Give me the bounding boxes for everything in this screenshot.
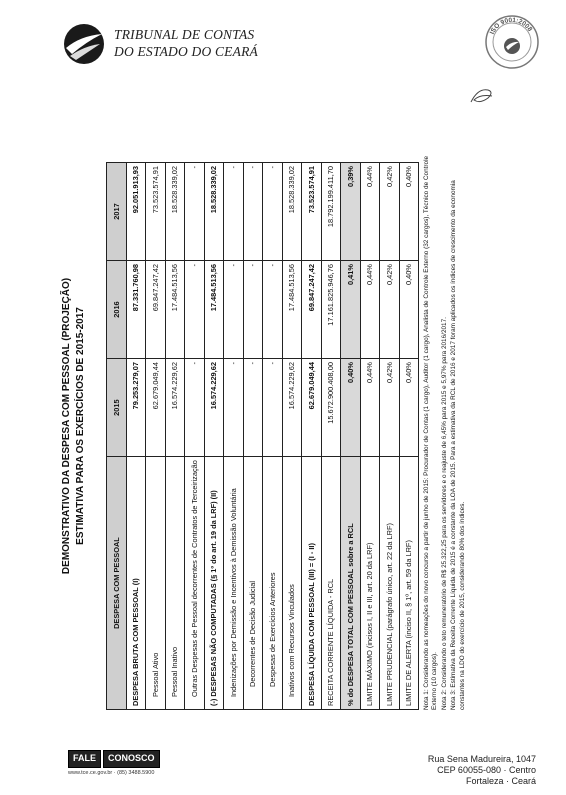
row-label: Indenizações por Demissão e Incentivos à Demissão Voluntária — [224, 457, 244, 710]
row-value-2017: 92.051.913,93 — [126, 163, 146, 261]
row-value-2017: 0,42% — [380, 163, 400, 261]
row-value-2015: 0,42% — [380, 359, 400, 457]
conosco-label: CONOSCO — [103, 750, 160, 768]
table-row — [126, 163, 146, 710]
row-value-2016: 0,40% — [399, 261, 419, 359]
table-row — [243, 163, 263, 710]
handwritten-mark-icon — [468, 84, 496, 108]
table-row — [302, 163, 322, 710]
table-row — [380, 163, 400, 710]
table-row — [341, 163, 361, 710]
row-value-2015: 15.672.900.408,00 — [321, 359, 341, 457]
table-row — [224, 163, 244, 710]
row-label: LIMITE PRUDENCIAL (parágrafo único, art. 22 da LRF) — [380, 457, 400, 710]
row-label: Outras Despesas de Pessoal decorrentes de Contratos de Terceirização — [185, 457, 205, 710]
note-1: Nota 1: Considerando as nomeações do novo concurso a partir de junho de 2015: Procurador de Contas (1 cargo), Auditor (1 cargo), Analista de Controle Externo (32 cargos), Técnico de Controle Externo (10 cargos). — [423, 155, 439, 710]
row-label: % do DESPESA TOTAL COM PESSOAL sobre a RCL — [341, 457, 361, 710]
row-value-2016: 0,41% — [341, 261, 361, 359]
document-title: DEMONSTRATIVO DA DESPESA COM PESSOAL (PROJEÇÃO) — [61, 277, 72, 575]
table-row — [204, 163, 224, 710]
row-value-2017: - — [263, 163, 283, 261]
row-value-2015: - — [224, 359, 244, 457]
address-line-2: CEP 60055-080 · Centro — [437, 765, 536, 775]
row-value-2017: - — [185, 163, 205, 261]
row-value-2016: - — [243, 261, 263, 359]
row-value-2016: - — [263, 261, 283, 359]
table-row — [360, 163, 380, 710]
row-value-2016: 17.484.513,56 — [204, 261, 224, 359]
row-value-2017: 73.523.574,91 — [146, 163, 166, 261]
address-line-1: Rua Sena Madureira, 1047 — [427, 754, 536, 764]
rotated-document-content — [60, 110, 525, 742]
row-value-2015: - — [185, 359, 205, 457]
row-value-2017: 0,44% — [360, 163, 380, 261]
row-value-2015: - — [263, 359, 283, 457]
row-value-2016: - — [185, 261, 205, 359]
row-value-2015: 79.253.279,07 — [126, 359, 146, 457]
row-value-2015: 16.574.229,62 — [282, 359, 302, 457]
row-value-2016: 0,42% — [380, 261, 400, 359]
fale-conosco-banner[interactable] — [68, 750, 190, 768]
document-subtitle: ESTIMATIVA PARA OS EXERCÍCIOS DE 2015-2017 — [75, 307, 86, 545]
row-value-2017: 73.523.574,91 — [302, 163, 322, 261]
iso-label: ISO 9001:2008 — [488, 16, 534, 36]
row-label: DESPESA LÍQUIDA COM PESSOAL (III) = (I - II) — [302, 457, 322, 710]
table-row — [165, 163, 185, 710]
table-header-row — [107, 163, 127, 710]
table-notes — [423, 150, 467, 710]
note-2: Nota 2: Considerando o teto remuneratório de R$ 25.322,25 para os servidores e o reajuste de 6,45% para 2015 e 5,97% para 2016/2017. — [440, 317, 448, 710]
row-label: Pessoal Inativo — [165, 457, 185, 710]
row-label: Inativos com Recursos Vinculados — [282, 457, 302, 710]
row-value-2016: 87.331.760,98 — [126, 261, 146, 359]
table-row — [321, 163, 341, 710]
row-value-2017: - — [243, 163, 263, 261]
row-label: (-) DESPESAS NÃO COMPUTADAS (§ 1º do art. 19 da LRF) (II) — [204, 457, 224, 710]
row-value-2017: 18.528.339,02 — [165, 163, 185, 261]
row-label: Pessoal Ativo — [146, 457, 166, 710]
address-line-3: Fortaleza · Ceará — [465, 776, 536, 786]
header-year-2017: 2017 — [107, 163, 127, 261]
personnel-expense-table — [106, 162, 419, 710]
row-value-2015: 0,44% — [360, 359, 380, 457]
contact-line: www.tce.ce.gov.br · (85) 3488.5900 — [68, 770, 155, 776]
row-label: LIMITE DE ALERTA (inciso II, § 1º, art. 59 da LRF) — [399, 457, 419, 710]
table-row — [282, 163, 302, 710]
table-row — [185, 163, 205, 710]
row-value-2015: 0,40% — [341, 359, 361, 457]
row-value-2016: - — [224, 261, 244, 359]
row-value-2015: 16.574.229,62 — [165, 359, 185, 457]
note-3: Nota 3: Estimativa da Receita Corrente Líquida de 2015 é a constante da LOA de 2015. Para a estimativa da RCL de 2016 e 2017 foram aplicados os índices de crescimento da economia constantes na LDO do exercício de 2015, considerando 80% dos índices. — [450, 180, 466, 710]
header-year-2016: 2016 — [107, 261, 127, 359]
table-row — [146, 163, 166, 710]
row-value-2017: - — [224, 163, 244, 261]
row-label: LIMITE MÁXIMO (incisos I, II e III, art. 20 da LRF) — [360, 457, 380, 710]
org-line-1: TRIBUNAL DE CONTAS — [114, 27, 255, 42]
footer-address — [428, 754, 536, 787]
row-value-2017: 18.528.339,02 — [282, 163, 302, 261]
table-row — [399, 163, 419, 710]
row-value-2017: 0,40% — [399, 163, 419, 261]
header-year-2015: 2015 — [107, 359, 127, 457]
row-label: DESPESA BRUTA COM PESSOAL (I) — [126, 457, 146, 710]
row-value-2017: 18.792.199.411,70 — [321, 163, 341, 261]
organization-name — [114, 26, 258, 60]
row-value-2015: 62.679.049,44 — [302, 359, 322, 457]
row-label: RECEITA CORRENTE LÍQUIDA - RCL — [321, 457, 341, 710]
row-value-2016: 69.847.247,42 — [146, 261, 166, 359]
iso-certification-seal — [484, 14, 540, 70]
row-value-2016: 17.161.825.946,76 — [321, 261, 341, 359]
row-label: Despesas de Exercícios Anteriores — [263, 457, 283, 710]
header-description: DESPESA COM PESSOAL — [107, 457, 127, 710]
row-value-2015: - — [243, 359, 263, 457]
tce-logo-icon — [62, 22, 106, 66]
row-value-2015: 0,40% — [399, 359, 419, 457]
row-label: Decorrentes de Decisão Judicial — [243, 457, 263, 710]
row-value-2016: 0,44% — [360, 261, 380, 359]
row-value-2015: 62.679.049,44 — [146, 359, 166, 457]
row-value-2016: 69.847.247,42 — [302, 261, 322, 359]
row-value-2016: 17.484.513,56 — [282, 261, 302, 359]
fale-label: FALE — [68, 750, 101, 768]
row-value-2017: 18.528.339,02 — [204, 163, 224, 261]
table-row — [263, 163, 283, 710]
row-value-2017: 0,39% — [341, 163, 361, 261]
svg-text:ISO 9001:2008 — [489, 17, 534, 36]
row-value-2016: 17.484.513,56 — [165, 261, 185, 359]
org-line-2: DO ESTADO DO CEARÁ — [114, 44, 258, 59]
row-value-2015: 16.574.229,62 — [204, 359, 224, 457]
